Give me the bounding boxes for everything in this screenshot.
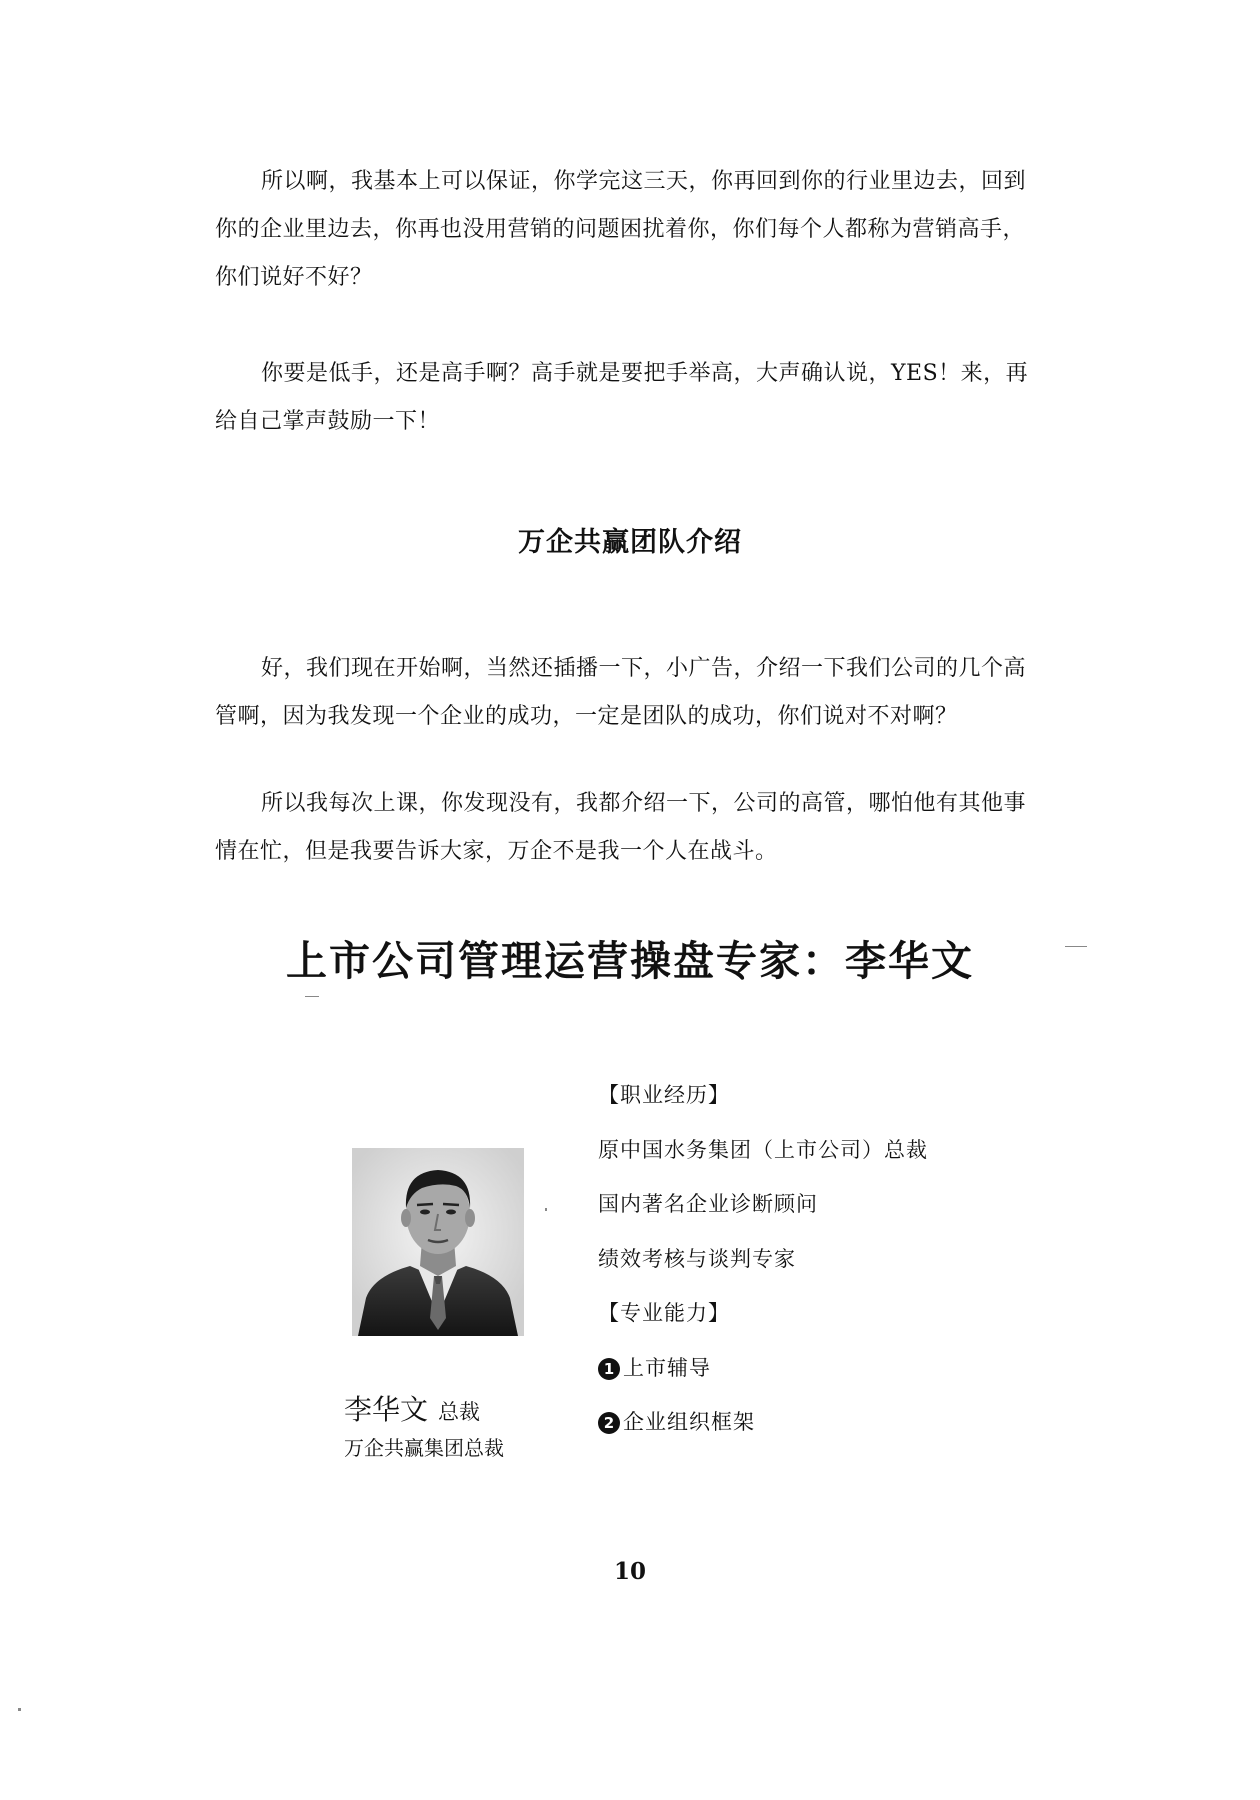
person-org: 万企共赢集团总裁	[344, 1436, 504, 1460]
career-item: 原中国水务集团（上市公司）总裁	[598, 1137, 928, 1162]
person-role: 总裁	[438, 1400, 481, 1424]
scan-speck	[305, 996, 319, 997]
career-item: 绩效考核与谈判专家	[598, 1246, 796, 1271]
ability-text: 企业组织框架	[623, 1410, 755, 1434]
number-badge-1: 1	[598, 1358, 620, 1380]
ability-item	[598, 1348, 928, 1403]
person-name-caption	[344, 1388, 480, 1428]
bio-list	[598, 1075, 928, 1457]
paragraph-3: 好，我们现在开始啊，当然还插播一下，小广告，介绍一下我们公司的几个高管啊，因为我发现一个企业的成功，一定是团队的成功，你们说对不对啊？	[215, 656, 1027, 729]
number-badge-2: 2	[598, 1412, 620, 1434]
ability-text: 上市辅导	[623, 1355, 711, 1380]
ability-item	[598, 1402, 928, 1457]
career-heading: 【职业经历】	[598, 1083, 730, 1107]
portrait-photo	[352, 1148, 524, 1336]
paragraph-1: 所以啊，我基本上可以保证，你学完这三天，你再回到你的行业里边去，回到你的企业里边去，你再也没用营销的问题困扰着你，你们每个人都称为营销高手，你们说好不好？	[215, 169, 1027, 290]
scan-speck	[545, 1208, 547, 1211]
scan-speck	[1065, 946, 1087, 947]
profile-title: 上市公司管理运营操盘专家：李华文	[286, 937, 974, 985]
section-title: 万企共赢团队介绍	[518, 527, 742, 558]
paragraph-4: 所以我每次上课，你发现没有，我都介绍一下，公司的高管，哪怕他有其他事情在忙，但是我要告诉大家，万企不是我一个人在战斗。	[215, 791, 1027, 864]
career-item: 国内著名企业诊断顾问	[598, 1192, 818, 1216]
person-name: 李华文	[344, 1393, 429, 1426]
scan-speck	[18, 1708, 21, 1711]
page-number: 10	[613, 1558, 646, 1585]
ability-heading: 【专业能力】	[598, 1301, 730, 1325]
paragraph-2: 你要是低手，还是高手啊？高手就是要把手举高，大声确认说，YES！来，再给自己掌声鼓励一下！	[215, 361, 1029, 434]
